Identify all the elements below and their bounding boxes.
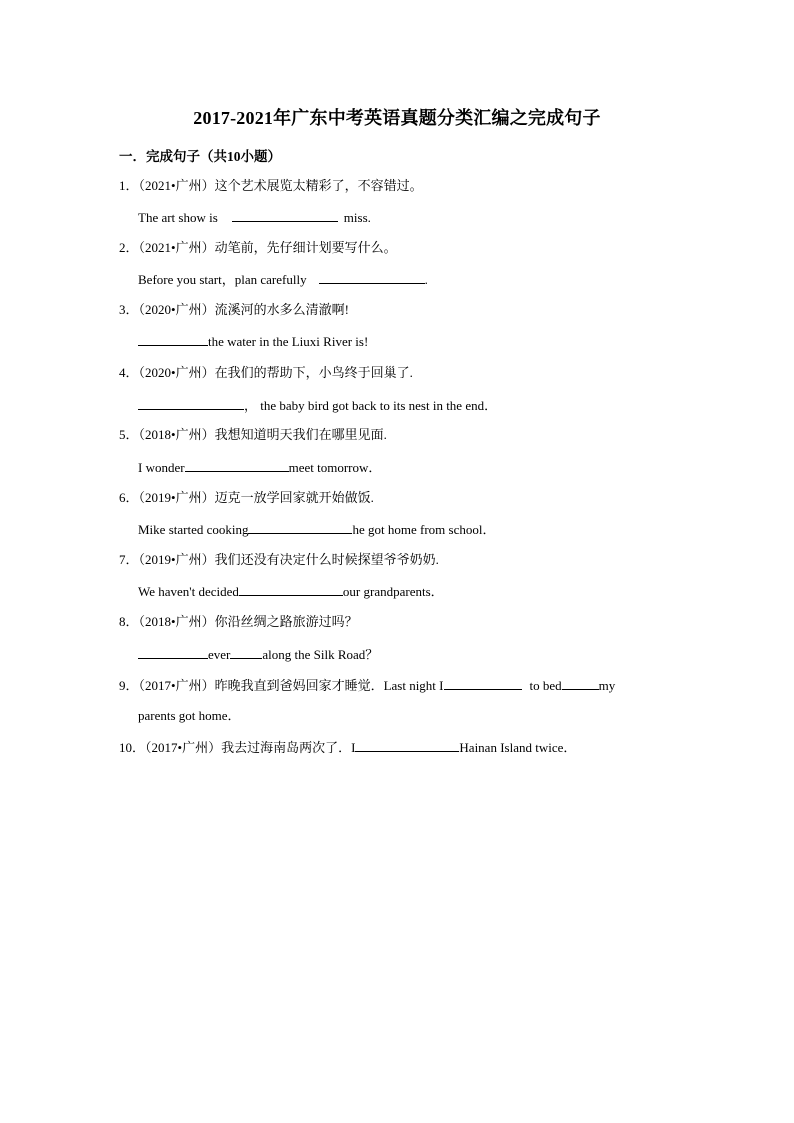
fill-blank[interactable] bbox=[138, 333, 208, 346]
question-number: 8． bbox=[119, 614, 139, 629]
answer-text-middle: ever bbox=[208, 647, 231, 662]
question-continuation: parents got home． bbox=[138, 708, 241, 723]
answer-text-after: he got home from school． bbox=[352, 522, 496, 537]
question-number: 10． bbox=[119, 740, 146, 755]
answer-line-3 bbox=[138, 333, 368, 350]
question-number: 7． bbox=[119, 552, 139, 567]
question-number: 3． bbox=[119, 302, 139, 317]
fill-blank[interactable] bbox=[562, 677, 599, 690]
question-number: 6． bbox=[119, 490, 139, 505]
answer-line-4 bbox=[138, 397, 497, 414]
answer-text-after: miss. bbox=[343, 210, 371, 225]
question-prompt-end: Hainan Island twice． bbox=[459, 740, 577, 755]
fill-blank[interactable] bbox=[138, 646, 208, 659]
question-number: 1． bbox=[119, 178, 139, 193]
question-number: 2． bbox=[119, 240, 139, 255]
fill-blank[interactable] bbox=[138, 397, 244, 410]
answer-text-after: . bbox=[424, 272, 428, 287]
question-prompt: （2020•广州）流溪河的水多么清澈啊! bbox=[138, 302, 349, 317]
question-prompt: （2018•广州）我想知道明天我们在哪里见面. bbox=[138, 427, 387, 442]
answer-text-before: The art show is bbox=[138, 210, 218, 225]
question-prompt: （2017•广州）昨晚我直到爸妈回家才睡觉．Last night I bbox=[138, 678, 444, 693]
question-prompt: （2021•广州）这个艺术展览太精彩了，不容错过。 bbox=[138, 178, 423, 193]
answer-line-6 bbox=[138, 521, 495, 538]
fill-blank[interactable] bbox=[239, 583, 343, 596]
fill-blank[interactable] bbox=[232, 209, 338, 222]
question-prompt: （2019•广州）我们还没有决定什么时候探望爷爷奶奶. bbox=[138, 552, 439, 567]
fill-blank[interactable] bbox=[319, 271, 425, 284]
question-6 bbox=[119, 490, 374, 506]
question-10 bbox=[119, 739, 576, 756]
question-7 bbox=[119, 552, 439, 568]
question-prompt: （2020•广州）在我们的帮助下，小鸟终于回巢了. bbox=[138, 365, 413, 380]
answer-line-2 bbox=[138, 271, 428, 288]
answer-text-after: the water in the Liuxi River is! bbox=[208, 334, 369, 349]
question-number: 4． bbox=[119, 365, 139, 380]
fill-blank[interactable] bbox=[185, 459, 289, 472]
answer-text-before: We haven't decided bbox=[138, 584, 239, 599]
answer-line-7 bbox=[138, 583, 444, 600]
answer-text-after: our grandparents． bbox=[342, 584, 444, 599]
section-heading: 一．完成句子（共10小题） bbox=[119, 149, 281, 164]
answer-text-before: Mike started cooking bbox=[138, 522, 249, 537]
answer-line-1 bbox=[138, 209, 371, 226]
question-prompt: （2021•广州）动笔前，先仔细计划要写什么。 bbox=[138, 240, 397, 255]
fill-blank[interactable] bbox=[248, 521, 352, 534]
question-prompt: （2017•广州）我去过海南岛两次了．I bbox=[145, 740, 356, 755]
answer-text-after: meet tomorrow． bbox=[288, 460, 382, 475]
question-1 bbox=[119, 178, 423, 194]
fill-blank[interactable] bbox=[444, 677, 522, 690]
question-2 bbox=[119, 240, 397, 256]
question-3 bbox=[119, 302, 349, 318]
page-title: 2017-2021年广东中考英语真题分类汇编之完成句子 bbox=[193, 108, 601, 128]
fill-blank[interactable] bbox=[230, 646, 262, 659]
question-prompt-end: my bbox=[598, 678, 616, 693]
question-prompt: （2019•广州）迈克一放学回家就开始做饭. bbox=[138, 490, 374, 505]
answer-line-8 bbox=[138, 646, 378, 663]
question-number: 9． bbox=[119, 678, 139, 693]
question-number: 5． bbox=[119, 427, 139, 442]
question-8 bbox=[119, 614, 358, 630]
fill-blank[interactable] bbox=[355, 739, 459, 752]
answer-text-after: along the Silk Road？ bbox=[262, 647, 379, 662]
question-prompt-mid: to bed bbox=[529, 678, 562, 693]
answer-line-9 bbox=[138, 708, 241, 724]
question-9 bbox=[119, 677, 615, 694]
question-5 bbox=[119, 427, 387, 443]
answer-text-before: I wonder bbox=[138, 460, 185, 475]
answer-line-5 bbox=[138, 459, 381, 476]
answer-text-after: ， the baby bird got back to its nest in the end． bbox=[244, 398, 498, 413]
question-prompt: （2018•广州）你沿丝绸之路旅游过吗？ bbox=[138, 614, 358, 629]
question-4 bbox=[119, 365, 413, 381]
answer-text-before: Before you start，plan carefully bbox=[138, 272, 307, 287]
